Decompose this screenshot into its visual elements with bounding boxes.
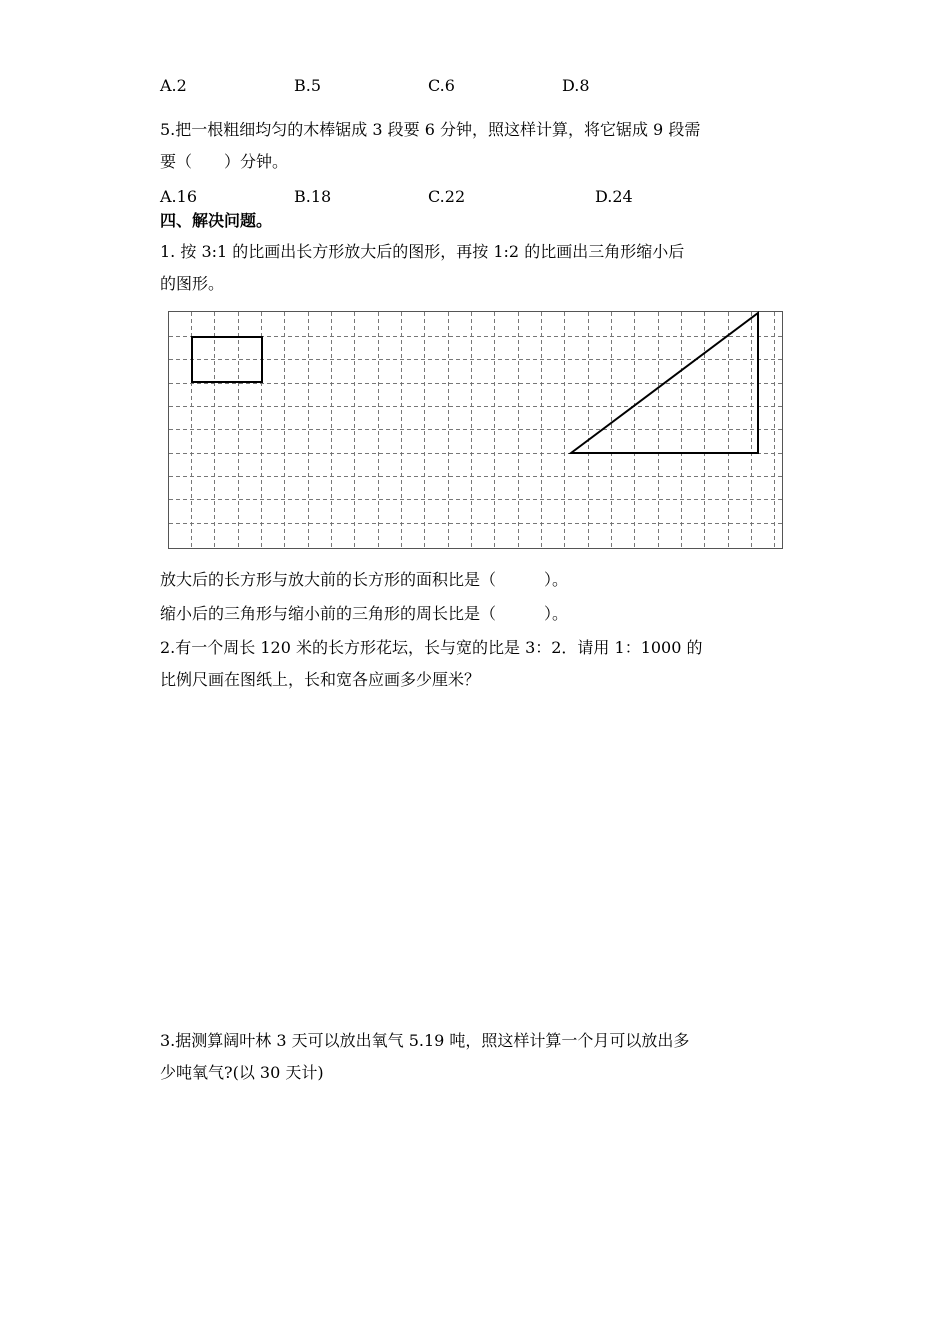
q5-text-line1: 5.把一根粗细均匀的木棒锯成 3 段要 6 分钟，照这样计算，将它锯成 9 段需: [160, 120, 701, 139]
p1-text-line2: 的图形。: [160, 274, 225, 293]
q5-option-c: C.22: [428, 187, 466, 206]
grid-lines: [169, 312, 782, 548]
p1-answer1: 放大后的长方形与放大前的长方形的面积比是（ ）。: [160, 570, 569, 589]
p2-text-line2: 比例尺画在图纸上，长和宽各应画多少厘米？: [160, 670, 481, 689]
p3-text-line2: 少吨氧气?(以 30 天计): [160, 1063, 324, 1082]
q5-text-line2: 要（ ）分钟。: [160, 152, 289, 171]
q5-options: [160, 187, 780, 207]
p2-text-line1: 2.有一个周长 120 米的长方形花坛，长与宽的比是 3：2．请用 1：1000 的: [160, 638, 703, 657]
q5-option-d: D.24: [595, 187, 633, 206]
q5-option-a: A.16: [160, 187, 197, 206]
q5-option-b: B.18: [294, 187, 332, 206]
grid-paper: [168, 311, 783, 549]
p3-text-line1: 3.据测算阔叶林 3 天可以放出氧气 5.19 吨，照这样计算一个月可以放出多: [160, 1031, 690, 1050]
q4-options: [160, 76, 780, 96]
section-title: 四、解决问题。: [160, 211, 273, 230]
q4-option-b: B.5: [294, 76, 322, 95]
p1-answer2: 缩小后的三角形与缩小前的三角形的周长比是（ ）。: [160, 604, 569, 623]
q4-option-a: A.2: [160, 76, 187, 95]
q4-option-c: C.6: [428, 76, 455, 95]
q4-option-d: D.8: [562, 76, 590, 95]
p1-text-line1: 1. 按 3:1 的比画出长方形放大后的图形，再按 1:2 的比画出三角形缩小后: [160, 242, 685, 261]
